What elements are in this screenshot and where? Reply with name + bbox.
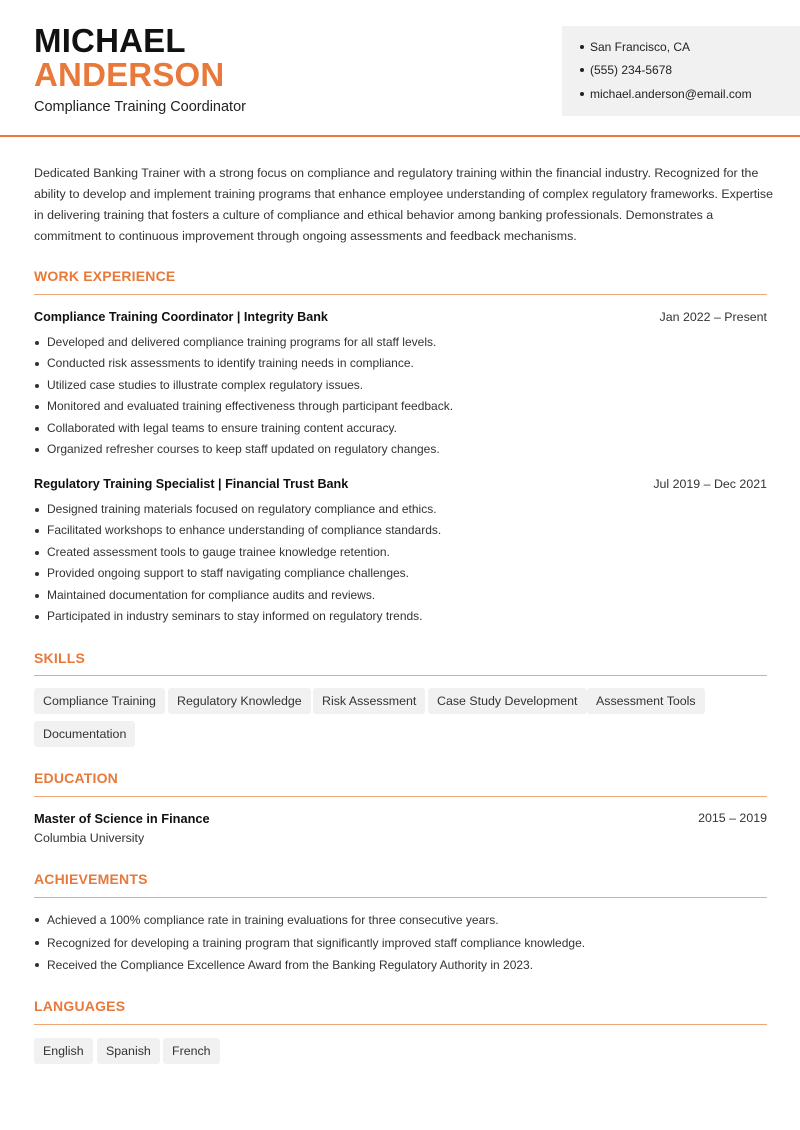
list-item: Maintained documentation for compliance audits and reviews. <box>34 585 767 606</box>
contact-box <box>562 26 800 116</box>
language-tag: English <box>34 1038 93 1064</box>
list-item: Facilitated workshops to enhance understanding of compliance standards. <box>34 520 767 541</box>
skill-tag: Case Study Development <box>428 688 587 714</box>
list-item: Collaborated with legal teams to ensure training content accuracy. <box>34 418 767 439</box>
achievements-list <box>34 909 767 977</box>
list-item: Conducted risk assessments to identify training needs in compliance. <box>34 353 767 374</box>
list-item: Recognized for developing a training program that significantly improved staff compliance knowledge. <box>34 932 767 955</box>
section-divider <box>34 1024 767 1025</box>
bullet-icon <box>580 45 584 49</box>
section-divider <box>34 897 767 898</box>
section-title-work: WORK EXPERIENCE <box>34 268 176 284</box>
email-text[interactable]: michael.anderson@email.com <box>590 87 752 101</box>
section-divider <box>34 675 767 676</box>
resume-header <box>0 0 800 137</box>
section-title-education: EDUCATION <box>34 770 118 786</box>
education-degree: Master of Science in Finance <box>34 811 210 826</box>
list-item: Participated in industry seminars to stay informed on regulatory trends. <box>34 606 767 627</box>
job-role: Regulatory Training Specialist | Financial Trust Bank <box>34 477 349 491</box>
skill-tag: Assessment Tools <box>587 688 705 714</box>
section-divider <box>34 796 767 797</box>
job-bullet-list <box>34 499 767 627</box>
list-item: Received the Compliance Excellence Award from the Banking Regulatory Authority in 2023. <box>34 954 767 977</box>
list-item: Organized refresher courses to keep staff updated on regulatory changes. <box>34 439 767 460</box>
job-dates: Jul 2019 – Dec 2021 <box>653 477 767 491</box>
list-item: Utilized case studies to illustrate complex regulatory issues. <box>34 375 767 396</box>
last-name: ANDERSON <box>34 56 225 93</box>
list-item: Designed training materials focused on regulatory compliance and ethics. <box>34 499 767 520</box>
contact-email[interactable] <box>580 87 752 101</box>
section-title-skills: SKILLS <box>34 650 85 666</box>
skill-tag: Risk Assessment <box>313 688 425 714</box>
list-item: Developed and delivered compliance training programs for all staff levels. <box>34 332 767 353</box>
location-text: San Francisco, CA <box>590 40 691 54</box>
list-item: Monitored and evaluated training effectiveness through participant feedback. <box>34 396 767 417</box>
language-tag: Spanish <box>97 1038 160 1064</box>
contact-location <box>580 40 690 54</box>
education-school: Columbia University <box>34 831 145 845</box>
list-item: Created assessment tools to gauge trainee knowledge retention. <box>34 542 767 563</box>
job-role: Compliance Training Coordinator | Integrity Bank <box>34 310 328 324</box>
list-item: Provided ongoing support to staff navigating compliance challenges. <box>34 563 767 584</box>
section-title-languages: LANGUAGES <box>34 998 126 1014</box>
bullet-icon <box>580 68 584 72</box>
phone-text: (555) 234-5678 <box>590 63 673 77</box>
education-dates: 2015 – 2019 <box>698 811 767 825</box>
job-header <box>34 477 767 491</box>
contact-phone <box>580 63 672 77</box>
job-title: Compliance Training Coordinator <box>34 99 246 115</box>
list-item: Achieved a 100% compliance rate in training evaluations for three consecutive years. <box>34 909 767 932</box>
job-header <box>34 310 767 324</box>
summary-paragraph: Dedicated Banking Trainer with a strong focus on compliance and regulatory training within the financial industry. Recognized for the ability to develop and implement training programs that enhance employee understanding of complex regulatory frameworks. Expertise in delivering training that fosters a culture of compliance and ethical behavior among banking professionals. Demonstrates a commitment to continuous improvement through ongoing assessments and feedback mechanisms. <box>34 166 774 243</box>
first-name: MICHAEL <box>34 22 186 59</box>
job-bullet-list <box>34 332 767 460</box>
skill-tag: Documentation <box>34 721 135 747</box>
section-divider <box>34 294 767 295</box>
language-tag: French <box>163 1038 220 1064</box>
bullet-icon <box>580 92 584 96</box>
section-title-achievements: ACHIEVEMENTS <box>34 871 148 887</box>
job-dates: Jan 2022 – Present <box>659 310 767 324</box>
skill-tag: Regulatory Knowledge <box>168 688 311 714</box>
skill-tag: Compliance Training <box>34 688 165 714</box>
